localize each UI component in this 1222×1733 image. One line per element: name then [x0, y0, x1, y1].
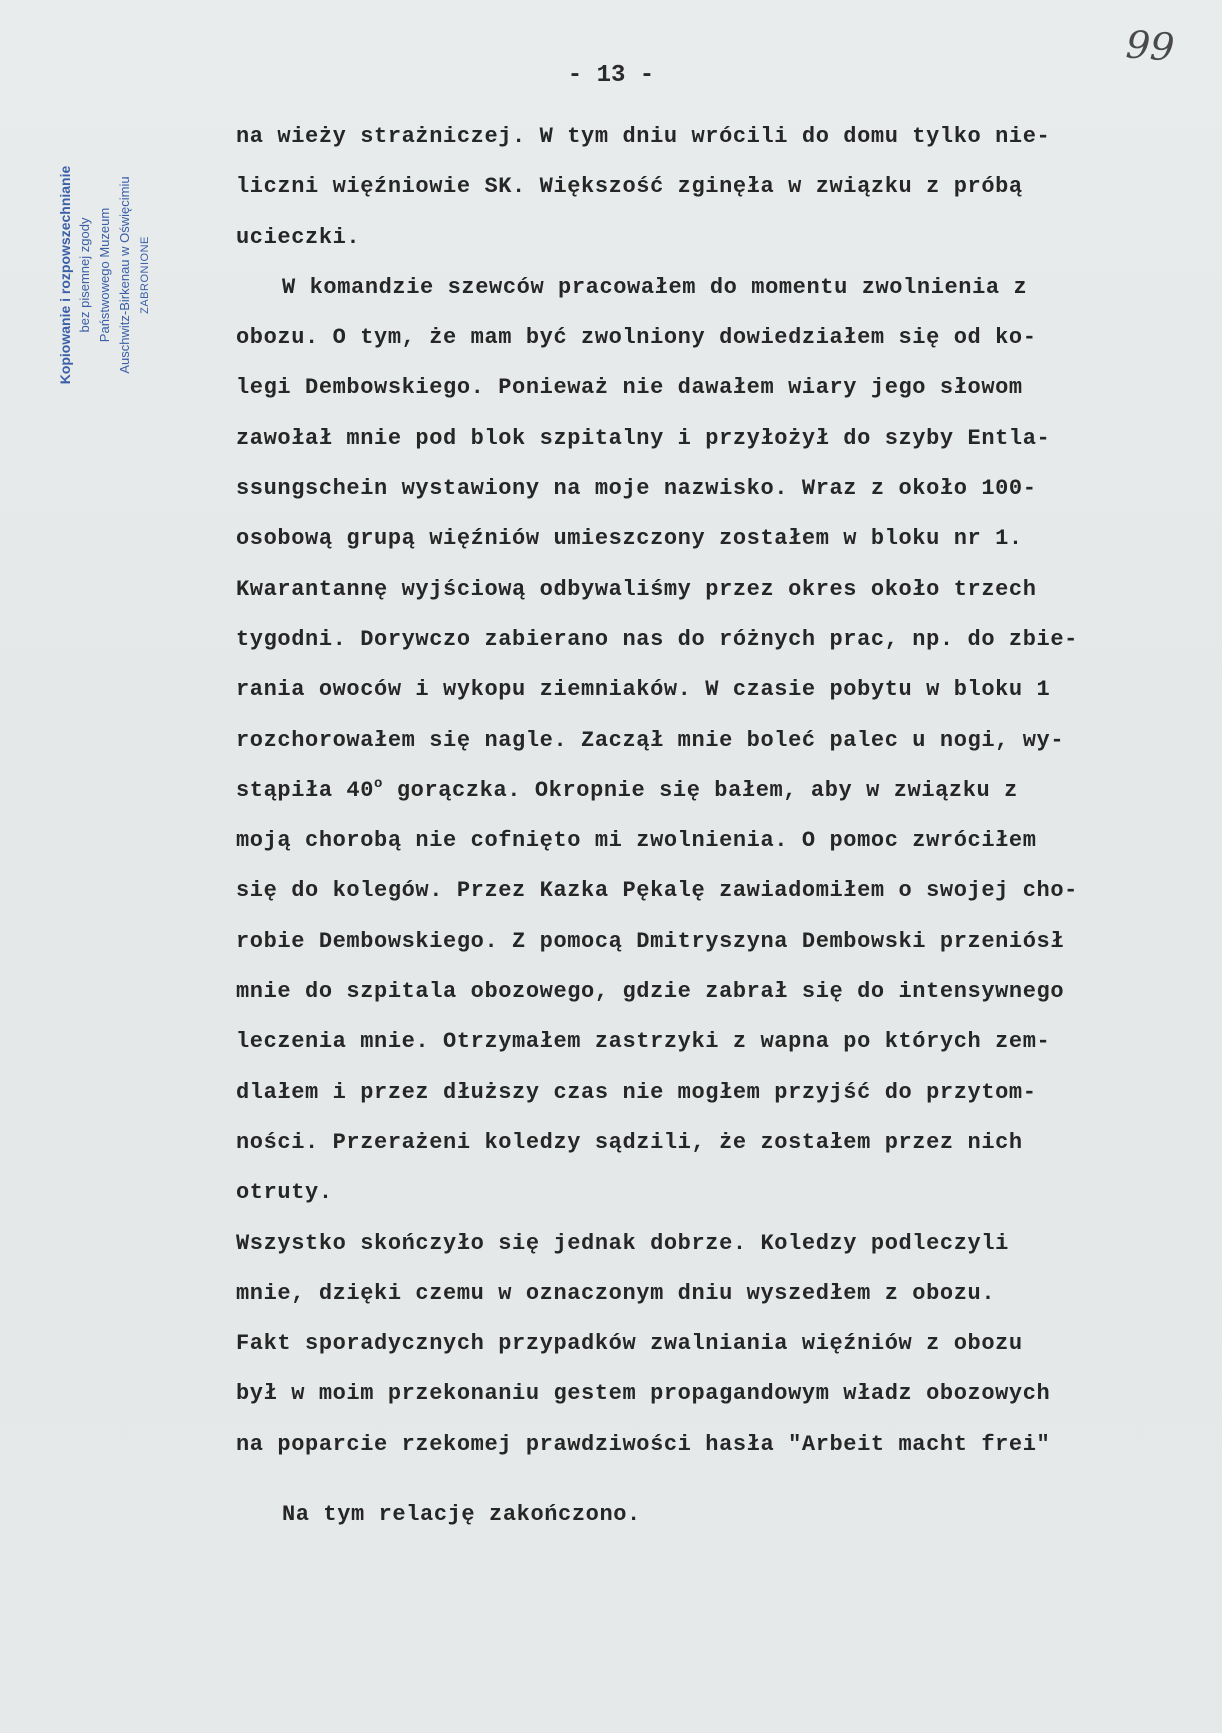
- text-line: liczni więźniowie SK. Większość zginęła w związku z próbą: [236, 174, 1023, 200]
- text-line: tygodni. Dorywczo zabierano nas do różnych prac, np. do zbie-: [236, 626, 1078, 652]
- closing-line: Na tym relację zakończono.: [282, 1502, 641, 1528]
- typewritten-body: [236, 112, 1186, 1540]
- text-line: [236, 766, 1186, 816]
- text-line: osobową grupą więźniów umieszczony zostałem w bloku nr 1.: [236, 526, 1023, 552]
- text-line: W komandzie szewców pracowałem do momentu zwolnienia z: [282, 274, 1028, 300]
- text-line: rozchorowałem się nagle. Zaczął mnie boleć palec u nogi, wy-: [236, 727, 1065, 753]
- stamp-line: bez pisemnej zgody: [77, 217, 92, 333]
- text-line: Fakt sporadycznych przypadków zwalniania więźniów z obozu: [236, 1331, 1023, 1357]
- text-line: ności. Przerażeni koledzy sądzili, że zostałem przez nich: [236, 1129, 1023, 1155]
- text-line: dlałem i przez dłuższy czas nie mogłem przyjść do przytom-: [236, 1079, 1037, 1105]
- text-fragment: gorączka. Okropnie się bałem, aby w związku z: [383, 777, 1018, 803]
- text-line: na wieży strażniczej. W tym dniu wrócili do domu tylko nie-: [236, 124, 1051, 149]
- text-line: Wszystko skończyło się jednak dobrze. Koledzy podleczyli: [236, 1230, 1009, 1256]
- text-line: Kwarantannę wyjściową odbywaliśmy przez okres około trzech: [236, 576, 1037, 602]
- text-line: robie Dembowskiego. Z pomocą Dmitryszyna Dembowski przeniósł: [236, 928, 1065, 954]
- text-line: mnie do szpitala obozowego, gdzie zabrał się do intensywnego: [236, 979, 1065, 1005]
- text-fragment: stąpiła 40: [236, 777, 375, 803]
- text-line: ssungschein wystawiony na moje nazwisko. Wraz z około 100-: [236, 476, 1037, 502]
- text-line: ucieczki.: [236, 224, 361, 250]
- copyright-stamp: [55, 150, 175, 400]
- text-line: na poparcie rzekomej prawdziwości hasła "Arbeit macht frei": [236, 1431, 1051, 1457]
- text-line: legi Dembowskiego. Ponieważ nie dawałem wiary jego słowom: [236, 375, 1023, 401]
- text-line: obozu. O tym, że mam być zwolniony dowiedziałem się od ko-: [236, 325, 1037, 351]
- handwritten-folio-number: 99: [1124, 22, 1176, 70]
- degree-superscript: o: [374, 775, 384, 792]
- text-line: zawołał mnie pod blok szpitalny i przyłożył do szyby Entla-: [236, 425, 1051, 451]
- stamp-line: Auschwitz-Birkenau w Oświęcimiu: [117, 176, 132, 374]
- text-line: leczenia mnie. Otrzymałem zastrzyki z wapna po których zem-: [236, 1029, 1051, 1055]
- page-number: - 13 -: [567, 62, 655, 89]
- text-line: był w moim przekonaniu gestem propagandowym władz obozowych: [236, 1381, 1051, 1407]
- text-line: moją chorobą nie cofnięto mi zwolnienia. O pomoc zwróciłem: [236, 828, 1037, 854]
- text-line: mnie, dzięki czemu w oznaczonym dniu wyszedłem z obozu.: [236, 1280, 996, 1306]
- text-line: otruty.: [236, 1180, 333, 1206]
- stamp-line: ZABRONIONE: [139, 236, 151, 314]
- stamp-text-block: [55, 150, 155, 400]
- stamp-line: Państwowego Muzeum: [97, 207, 112, 343]
- text-line: rania owoców i wykopu ziemniaków. W czasie pobytu w bloku 1: [236, 677, 1051, 703]
- text-line: się do kolegów. Przez Kazka Pękalę zawiadomiłem o swojej cho-: [236, 878, 1078, 904]
- stamp-line: Kopiowanie i rozpowszechnianie: [57, 165, 73, 385]
